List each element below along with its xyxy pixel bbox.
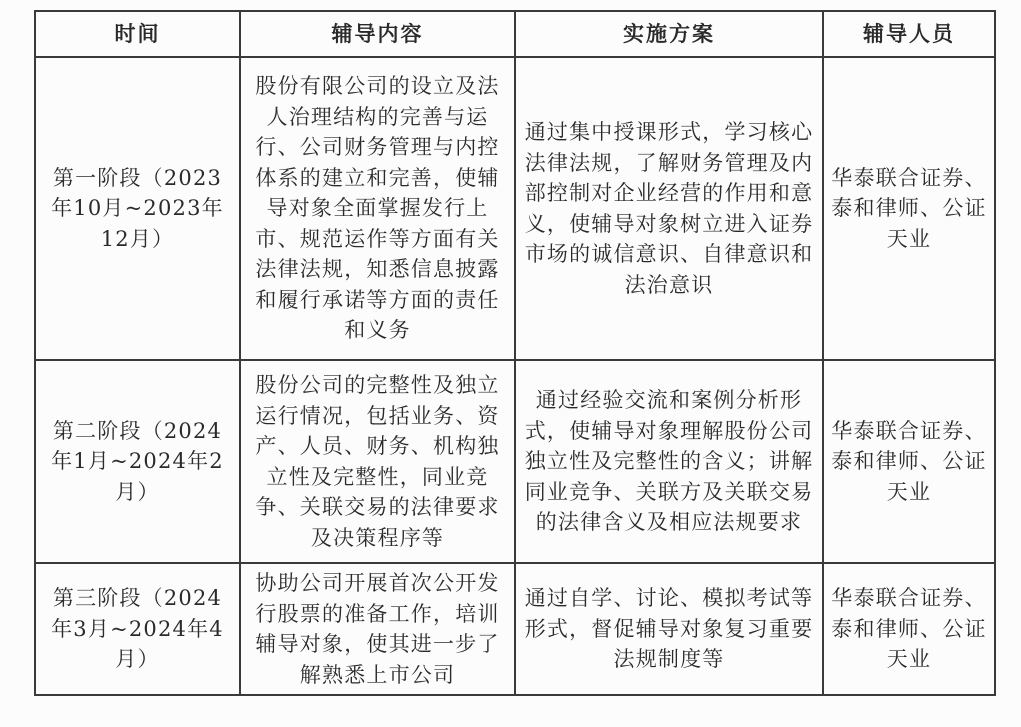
cell-staff: 华泰联合证券、泰和律师、公证天业 (823, 360, 995, 563)
table-row (35, 360, 995, 563)
cell-staff: 华泰联合证券、泰和律师、公证天业 (823, 563, 995, 695)
cell-content: 协助公司开展首次公开发行股票的准备工作，培训辅导对象，使其进一步了解熟悉上市公司 (240, 563, 515, 695)
cell-staff: 华泰联合证券、泰和律师、公证天业 (823, 57, 995, 360)
cell-plan: 通过集中授课形式，学习核心法律法规，了解财务管理及内部控制对企业经营的作用和意义，使辅导对象树立进入证券市场的诚信意识、自律意识和法治意识 (515, 57, 823, 360)
cell-plan: 通过经验交流和案例分析形式，使辅导对象理解股份公司独立性及完整性的含义；讲解同业竞争、关联方及关联交易的法律含义及相应法规要求 (515, 360, 823, 563)
table-row (35, 57, 995, 360)
cell-content: 股份有限公司的设立及法人治理结构的完善与运行、公司财务管理与内控体系的建立和完善，使辅导对象全面掌握发行上市、规范运作等方面有关法律法规，知悉信息披露和履行承诺等方面的责任和义务 (240, 57, 515, 360)
tutoring-schedule-table (34, 10, 996, 696)
table-header-row (35, 11, 995, 57)
cell-time: 第二阶段（2024年1月~2024年2月） (35, 360, 240, 563)
header-staff: 辅导人员 (823, 11, 995, 57)
table-row (35, 563, 995, 695)
cell-time: 第一阶段（2023年10月~2023年12月） (35, 57, 240, 360)
header-plan: 实施方案 (515, 11, 823, 57)
cell-time: 第三阶段（2024年3月~2024年4月） (35, 563, 240, 695)
header-time: 时间 (35, 11, 240, 57)
header-content: 辅导内容 (240, 11, 515, 57)
cell-content: 股份公司的完整性及独立运行情况，包括业务、资产、人员、财务、机构独立性及完整性，同业竞争、关联交易的法律要求及决策程序等 (240, 360, 515, 563)
cell-plan: 通过自学、讨论、模拟考试等形式，督促辅导对象复习重要法规制度等 (515, 563, 823, 695)
